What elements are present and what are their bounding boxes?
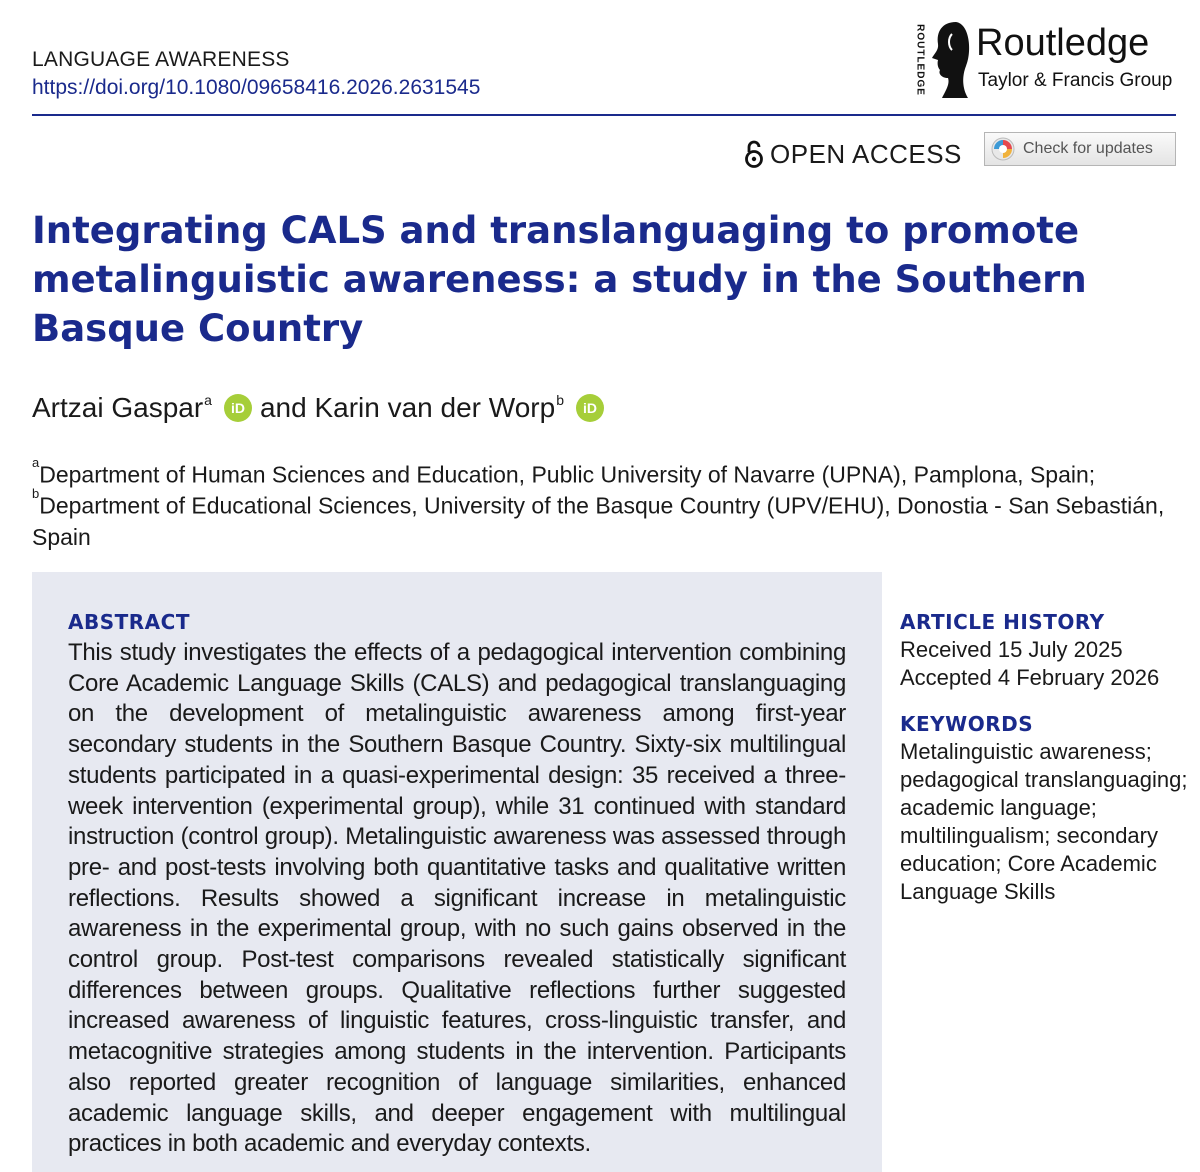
affiliation-text: Department of Educational Sciences, University of the Basque Country (UPV/EHU), Donostia - San Sebastián, Spain xyxy=(32,492,1165,550)
orcid-icon[interactable]: iD xyxy=(576,394,604,422)
publisher-vertical-text: ROUTLEDGE xyxy=(914,24,926,96)
affiliation-text: Department of Human Sciences and Education, Public University of Navarre (UPNA), Pamplona, Spain; xyxy=(39,461,1096,488)
author-name[interactable]: Artzai Gaspar xyxy=(32,392,204,423)
accepted-date: Accepted 4 February 2026 xyxy=(900,665,1160,690)
author-affiliation-mark: b xyxy=(556,392,564,408)
crossmark-icon xyxy=(991,137,1015,161)
open-access-badge xyxy=(744,138,962,170)
keywords-heading: KEYWORDS xyxy=(900,712,1034,736)
abstract-text: This study investigates the effects of a pedagogical intervention combining Core Academic Language Skills (CALS) and pedagogical translanguaging on the development of metalinguistic awareness among first-year secondary students in the Southern Basque Country. Sixty-six multilingual students participated in a quasi-experimental design: 35 received a three-week intervention (experimental group), while 31 continued with standard instruction (control group). Metalinguistic awareness was assessed through pre- and post-tests involving both quantitative tasks and qualitative written reflections. Results showed a significant increase in metalinguistic awareness in the experimental group, with no such gains observed in the control group. Post-test comparisons revealed statistically significant differences between groups. Qualitative reflections further suggested increased awareness of linguistic features, cross-linguistic transfer, and metacognitive strategies among students in the intervention. Participants also reported greater recognition of language similarities, enhanced academic language skills, and deeper engagement with multilingual practices in both academic and everyday contexts. xyxy=(68,639,846,1158)
author-affiliation-mark: a xyxy=(204,392,212,408)
author-name[interactable]: Karin van der Worp xyxy=(314,392,556,423)
affiliation-mark: b xyxy=(32,486,40,501)
publisher-name: Routledge xyxy=(976,22,1150,64)
check-for-updates-button[interactable] xyxy=(984,132,1176,166)
article-title: Integrating CALS and translanguaging to promote metalinguistic awareness: a study in the Southern Basque Country xyxy=(32,209,1087,350)
author-list xyxy=(32,392,612,424)
open-lock-icon xyxy=(744,139,764,169)
doi-link[interactable]: https://doi.org/10.1080/09658416.2026.2631545 xyxy=(32,76,481,99)
received-date: Received 15 July 2025 xyxy=(900,637,1123,662)
routledge-head-icon xyxy=(928,20,972,100)
keywords-list: Metalinguistic awareness; pedagogical translanguaging; academic language; multilingualism; secondary education; Core Academic Language Skills xyxy=(900,739,1188,904)
check-updates-label: Check for updates xyxy=(1023,140,1153,157)
publisher-group: Taylor & Francis Group xyxy=(978,70,1173,91)
header-divider xyxy=(32,114,1176,116)
affiliation-mark: a xyxy=(32,455,40,470)
open-access-label: OPEN ACCESS xyxy=(770,138,962,169)
orcid-icon[interactable]: iD xyxy=(224,394,252,422)
affiliation-b xyxy=(32,485,1178,553)
journal-name: LANGUAGE AWARENESS xyxy=(32,48,290,71)
article-history-heading: ARTICLE HISTORY xyxy=(900,610,1105,634)
author-joiner: and xyxy=(259,392,307,423)
abstract-heading: ABSTRACT xyxy=(68,610,190,634)
publisher-logo[interactable] xyxy=(908,18,1178,102)
